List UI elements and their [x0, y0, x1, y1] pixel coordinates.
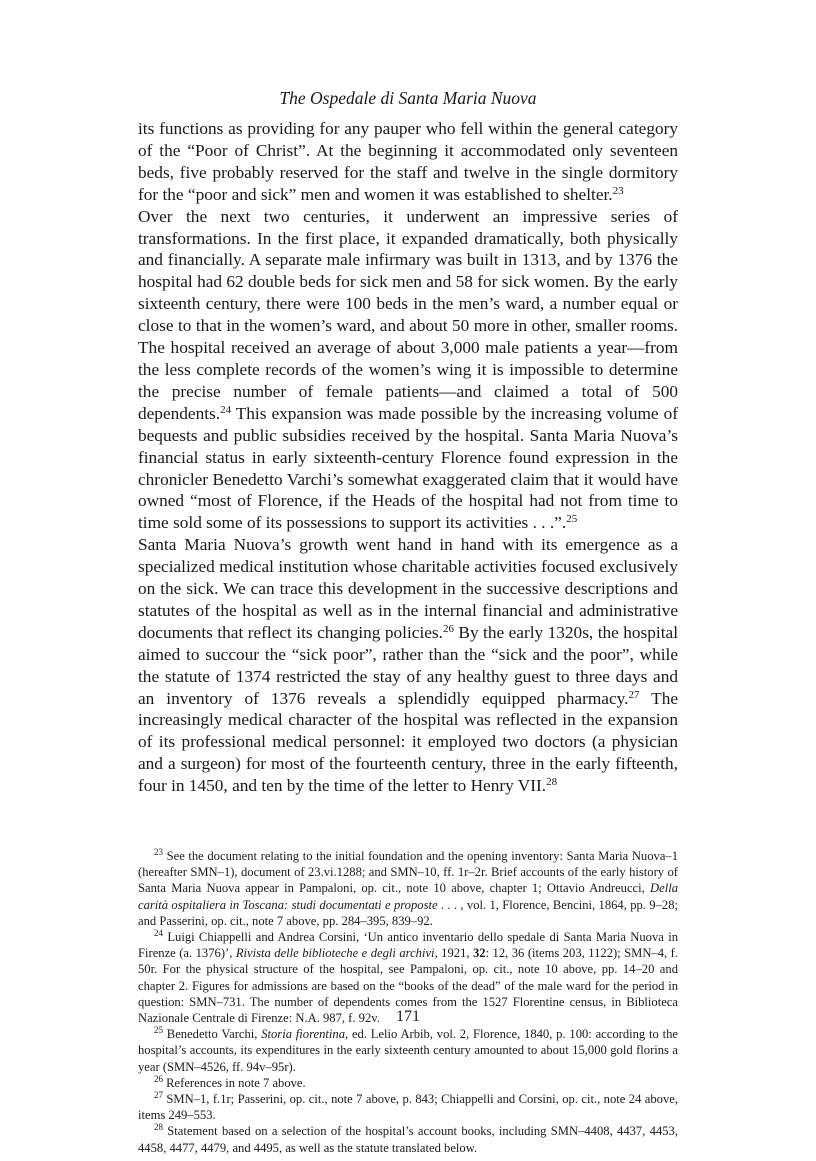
- footnote-ref: 28: [154, 1122, 163, 1133]
- text-run: Over the next two centuries, it underwent an impressive series of transformations. In the first place, it expanded dramatically, both physically and financially. A separate male infirmary was built in 1313, and by 1376 the hospital had 62 double beds for sick men and 58 for sick women. By the early sixteenth century, there were 100 beds in the men’s ward, a number equal or close to that in the women’s ward, and about 50 more in other, smaller rooms. The hospital received an average of about 3,000 male patients a year—from the less complete records of the women’s wing it is impossible to determine the precise number of female patients—and claimed a total of 500 dependents.: [138, 206, 678, 423]
- footnote: [138, 1123, 678, 1155]
- footnote: [138, 1075, 678, 1091]
- paragraph: [138, 118, 678, 206]
- text-run: SMN–1, f.1r; Passerini, op. cit., note 7 above, p. 843; Chiappelli and Corsini, op. cit., note 24 above, items 249–553.: [138, 1092, 678, 1123]
- page-number: 171: [396, 1008, 420, 1025]
- footnotes: [138, 848, 678, 1156]
- paragraph: [138, 206, 678, 535]
- text-run: , ed. Lelio Arbib, vol. 2, Florence, 1840, p. 100: according to the hospital’s accounts, its expenditures in the early sixteenth century amounted to about 15,000 gold florins a year (SMN–4526, ff. 94v–95r).: [138, 1027, 678, 1074]
- footnote-ref: 25: [154, 1025, 163, 1036]
- text-run: The increasingly medical character of the hospital was reflected in the expansion of its professional medical personnel: it employed two doctors (a physician and a surgeon) for most of the fourteenth century, three in the early fifteenth, four in 1450, and ten by the time of the letter to Henry VII.: [138, 688, 679, 796]
- footnote-ref: 26: [442, 622, 454, 635]
- text-run: . . . , vol. 1, Florence, Bencini, 1864, pp. 9–28; and Passerini, op. cit., note 7 above, pp. 284–395, 839–92.: [138, 897, 678, 928]
- text-run: Statement based on a selection of the hospital’s account books, including SMN–4408, 4437, 4453, 4458, 4477, 4479, and 4495, as well as the statute translated below.: [138, 1124, 678, 1155]
- paragraph: [138, 534, 678, 797]
- italic-title: Storia fiorentina: [261, 1027, 346, 1042]
- footnote-ref: 24: [220, 403, 232, 416]
- running-header: The Ospedale di Santa Maria Nuova: [279, 88, 537, 108]
- footnote: [138, 1091, 678, 1123]
- footnote-ref: 27: [628, 688, 640, 701]
- footnote-ref: 25: [566, 513, 578, 526]
- text-run: Santa Maria Nuova’s growth went hand in hand with its emergence as a specialized medical institution whose charitable activities focused exclusively on the sick. We can trace this development in the successive descriptions and statutes of the hospital as well as in the internal financial and administrative documents that reflect its changing policies.: [138, 535, 678, 642]
- footnote-ref: 23: [612, 184, 624, 197]
- footnote-ref: 24: [154, 928, 163, 939]
- italic-title: Rivista delle biblioteche e degli archivi: [235, 946, 435, 961]
- italic-title: Della carità ospitaliera in Toscana: studi documentati e proposte: [138, 881, 678, 912]
- text-run: See the document relating to the initial foundation and the opening inventory: Santa Maria Nuova–1 (hereafter SMN–1), document of 23.vi.1288; and SMN–10, ff. 1r–2r. Brief accounts of the early history of Santa Maria Nuova appear in Pampaloni, op. cit., note 10 above, chapter 1; Ottavio Andreucci,: [138, 849, 678, 896]
- text-run: By the early 1320s, the hospital aimed to succour the “sick poor”, rather than the “sick and the poor”, while the statute of 1374 restricted the stay of any healthy guest to three days and an inventory of 1376 reveals a splendidly equipped pharmacy.: [138, 622, 678, 708]
- body-text: [138, 118, 678, 797]
- text-run: Benedetto Varchi,: [163, 1027, 262, 1042]
- footnote: [138, 1026, 678, 1075]
- text-run: Luigi Chiappelli and Andrea Corsini, ‘Un antico inventario dello spedale di Santa Maria Nuova in Firenze (a. 1376)’,: [138, 930, 678, 961]
- footnote-ref: 23: [154, 847, 163, 857]
- text-run: References in note 7 above.: [163, 1075, 306, 1090]
- footnote: [138, 848, 678, 929]
- text-run: : 12, 36 (items 203, 1122); SMN–4, f. 50r. For the physical structure of the hospital, see Pampaloni, op. cit., note 10 above, pp. 14–20 and chapter 2. Figures for admissions are based on the “books of the dead” of the male ward for the period in question: SMN–731. The number of dependents comes from the 1527 Florentine census, in Biblioteca Nazionale Centrale di Firenze: N.A. 987, f. 92v.: [138, 946, 679, 1026]
- footnote-ref: 27: [154, 1090, 163, 1101]
- text-run: , 1921,: [434, 946, 473, 961]
- footnote-ref: 28: [546, 776, 558, 789]
- footnote-ref: 26: [154, 1073, 163, 1084]
- text-run: This expansion was made possible by the increasing volume of bequests and public subsidies received by the hospital. Santa Maria Nuova’s financial status in early sixteenth-century Florence found expression in the chronicler Benedetto Varchi’s somewhat exaggerated claim that it would have owned “most of Florence, if the Heads of the hospital had not from time to time sold some of its possessions to support its activities . . .”.: [138, 403, 678, 533]
- volume-number: 32: [472, 946, 486, 961]
- text-run: its functions as providing for any pauper who fell within the general category of the “Poor of Christ”. At the beginning it accommodated only seventeen beds, five probably reserved for the staff and twelve in the single dormitory for the “poor and sick” men and women it was established to shelter.: [138, 119, 678, 204]
